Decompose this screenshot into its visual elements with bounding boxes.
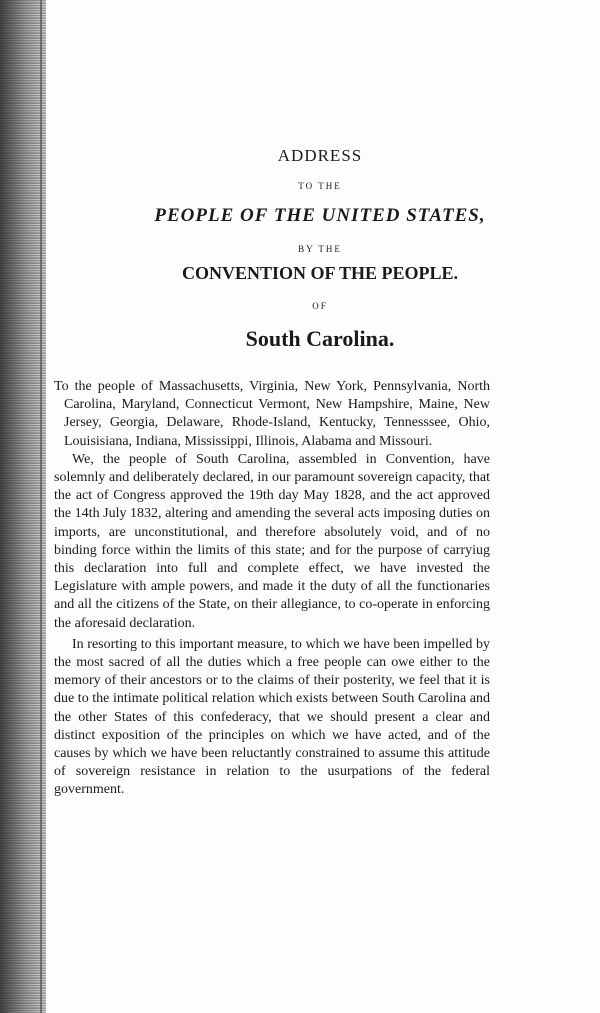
- binding-edge: [40, 0, 42, 1013]
- title-people-united-states: PEOPLE OF THE UNITED STATES,: [154, 205, 486, 226]
- title-of: OF: [312, 301, 328, 311]
- title-south-carolina: South Carolina.: [245, 326, 395, 351]
- paragraph-resorting: In resorting to this important measure, to which we have been impelled by the most sacred of all the duties which a free people can owe either to the memory of their ancestors or to the claims of their posterity, we feel that it is due to the intimate political relation which exists between South Carolina and the other States of this confederacy, that we should present a clear and distinct exposition of the principles on which we have acted, and of the causes by which we have been reluctantly constrained to assume this attitude of sovereign resistance in relation to the usurpations of the federal government.: [54, 636, 490, 798]
- paragraph-declaration: We, the people of South Carolina, assembled in Convention, have solemnly and deliberately declared, in our paramount sovereign capacity, that the act of Congress approved the 19th day May 1828, and the act approved the 14th July 1832, altering and amending the several acts imposing duties on imports, are unconstitutional, and therefore absolutely void, and of no binding force within the limits of this state; and for the purpose of carryiug this declaration into full and complete effect, we have invested the Legislature with ample powers, and made it the duty of all the functionaries and all the citizens of the State, on their allegiance, to co-operate in enforcing the aforesaid declaration.: [54, 451, 490, 631]
- title-to-the: TO THE: [298, 181, 342, 191]
- title-convention: CONVENTION OF THE PEOPLE.: [181, 263, 459, 283]
- salutation-paragraph: To the people of Massachusetts, Virginia, New York, Pennsylvania, North Carolina, Maryland, Connecticut Vermont, New Hampshire, Maine, New Jersey, Georgia, Delaware, Rhode-Island, Kentucky, Tennesssee, Ohio, Louisisiana, Indiana, Mississippi, Illinois, Alabama and Missouri.: [54, 379, 490, 449]
- address-body: [54, 378, 490, 800]
- title-address: ADDRESS: [277, 146, 363, 165]
- title-by-the: BY THE: [298, 244, 342, 254]
